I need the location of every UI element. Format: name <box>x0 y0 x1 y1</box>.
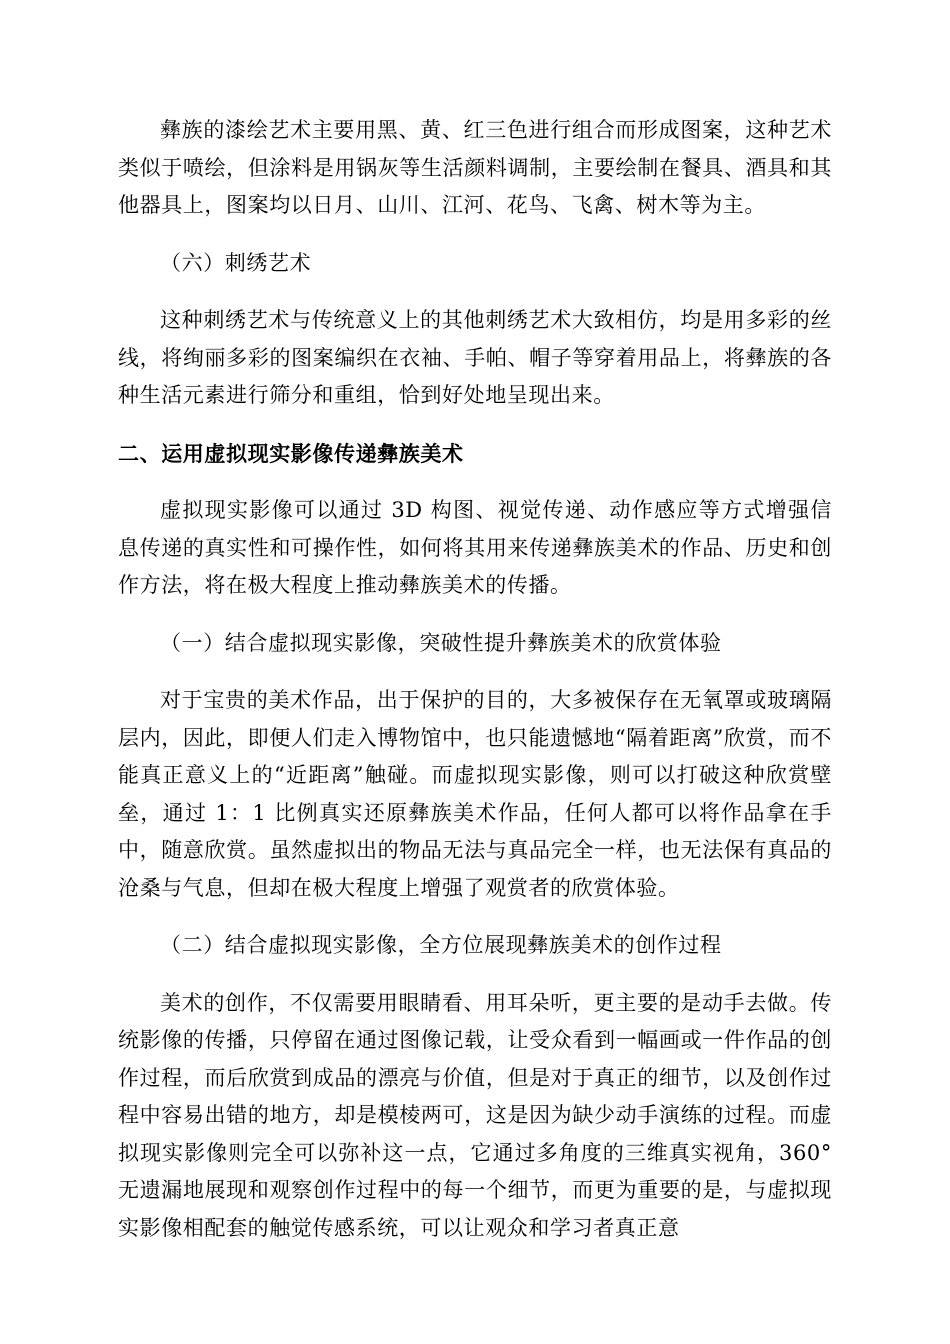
paragraph-embroidery: 这种刺绣艺术与传统意义上的其他刺绣艺术大致相仿，均是用多彩的丝线，将绚丽多彩的图案编织在衣袖、手帕、帽子等穿着用品上，将彝族的各种生活元素进行筛分和重组，恰到好处地呈现出来。 <box>118 308 832 407</box>
paragraph-creation: 美术的创作，不仅需要用眼睛看、用耳朵听，更主要的是动手去做。传统影像的传播，只停留在通过图像记载，让受众看到一幅画或一件作品的创作过程，而后欣赏到成品的漂亮与价值，但是对于真正的细节，以及创作过程中容易出错的地方，却是模棱两可，这是因为缺少动手演练的过程。而虚拟现实影像则完全可以弥补这一点，它通过多角度的三维真实视角，360° 无遗漏地展现和观察创作过程中的每一个细节，而更为重要的是，与虚拟现实影像相配套的触觉传感系统，可以让观众和学习者真正意 <box>118 990 832 1240</box>
spacer <box>118 907 832 927</box>
spacer <box>118 415 832 435</box>
subheading-creation: （二）结合虚拟现实影像，全方位展现彝族美术的创作过程 <box>160 933 722 957</box>
paragraph-lacquer-art: 彝族的漆绘艺术主要用黑、黄、红三色进行组合而形成图案，这种艺术类似于喷绘，但涂料是用锅灰等生活颜料调制，主要绘制在餐具、酒具和其他器具上，图案均以日月、山川、江河、花鸟、飞禽、树木等为主。 <box>118 118 832 217</box>
paragraph-appreciation: 对于宝贵的美术作品，出于保护的目的，大多被保存在无氧罩或玻璃隔层内，因此，即便人们走入博物馆中，也只能遗憾地“隔着距离”欣赏，而不能真正意义上的“近距离”触碰。而虚拟现实影像，则可以打破这种欣赏壁垒，通过 1：1 比例真实还原彝族美术作品，任何人都可以将作品拿在手中，随意欣赏。虽然虚拟出的物品无法与真品完全一样，也无法保有真品的沧桑与气息，但却在极大程度上增强了观赏者的欣赏体验。 <box>118 688 832 900</box>
spacer <box>118 965 832 985</box>
paragraph-vr-intro: 虚拟现实影像可以通过 3D 构图、视觉传递、动作感应等方式增强信息传递的真实性和可操作性，如何将其用来传递彝族美术的作品、历史和创作方法，将在极大程度上推动彝族美术的传播。 <box>118 498 832 597</box>
spacer <box>118 225 832 245</box>
spacer <box>118 605 832 625</box>
spacer <box>118 662 832 682</box>
subheading-appreciation: （一）结合虚拟现实影像，突破性提升彝族美术的欣赏体验 <box>160 630 722 655</box>
subheading-embroidery: （六）刺绣艺术 <box>160 250 312 275</box>
spacer <box>118 472 832 492</box>
section-heading-vr: 二、运用虚拟现实影像传递彝族美术 <box>118 440 464 466</box>
spacer <box>118 282 832 302</box>
